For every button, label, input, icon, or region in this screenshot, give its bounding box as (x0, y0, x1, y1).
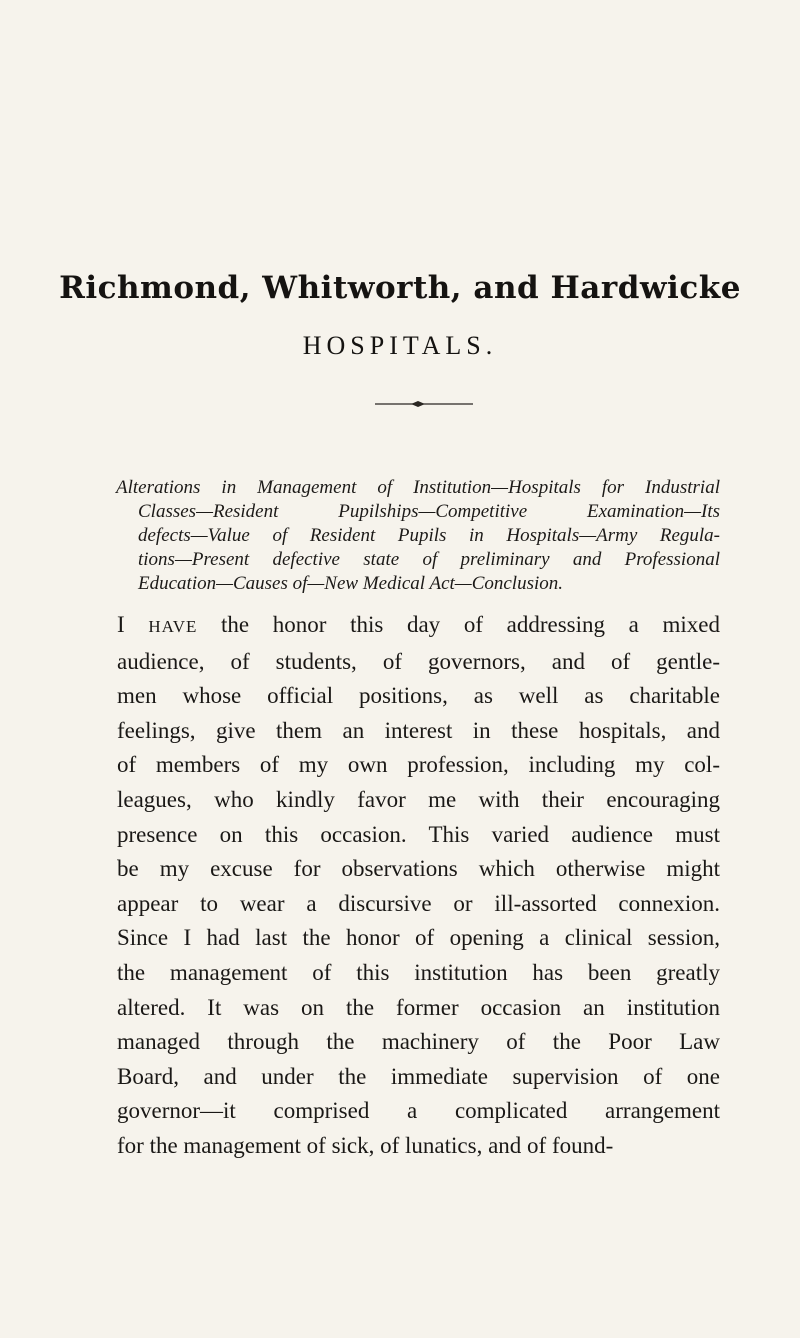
smallcaps-word: HAVE (148, 617, 198, 636)
body-line: appear to wear a discursive or ill-assorted connexion. (117, 890, 720, 916)
body-line: governor—it comprised a complicated arrangement (117, 1098, 720, 1124)
body-line: presence on this occasion. This varied audience must (117, 821, 720, 847)
body-line: the management of this institution has been greatly (117, 959, 720, 985)
body-line: altered. It was on the former occasion an institution (117, 994, 720, 1020)
synopsis-line: Education—Causes of—New Medical Act—Conclusion. (138, 573, 564, 594)
body-line: feelings, give them an interest in these hospitals, and (117, 717, 720, 743)
body-line: audience, of students, of governors, and of gentle- (117, 648, 720, 674)
body-line: be my excuse for observations which otherwise might (117, 856, 720, 882)
body-line: managed through the machinery of the Poor Law (117, 1029, 720, 1055)
hospitals-heading: HOSPITALS. (302, 331, 498, 360)
synopsis-line: tions—Present defective state of preliminary and Professional (138, 549, 720, 570)
chapter-synopsis (116, 476, 720, 596)
body-line: Board, and under the immediate supervision of one (117, 1063, 720, 1089)
hospital-names-heading: Richmond, Whitworth, and Hardwicke (59, 270, 741, 306)
body-line: Since I had last the honor of opening a clinical session, (117, 925, 720, 951)
body-paragraph (117, 608, 720, 1164)
body-line: men whose official positions, as well as charitable (117, 683, 720, 709)
body-line: leagues, who kindly favor me with their encouraging (117, 786, 720, 812)
ornament-divider-icon (375, 398, 473, 410)
body-line: of members of my own profession, including my col- (117, 752, 720, 778)
body-line: for the management of sick, of lunatics, and of found- (117, 1132, 614, 1158)
initial-word: I (117, 612, 125, 637)
synopsis-line: Classes—Resident Pupilships—Competitive Examination—Its (138, 501, 720, 522)
body-line-first (117, 608, 720, 645)
synopsis-line: defects—Value of Resident Pupils in Hospitals—Army Regula- (138, 525, 720, 546)
synopsis-line: Alterations in Management of Institution—Hospitals for Industrial (116, 477, 720, 498)
first-line-rest: the honor this day of addressing a mixed (221, 612, 721, 637)
